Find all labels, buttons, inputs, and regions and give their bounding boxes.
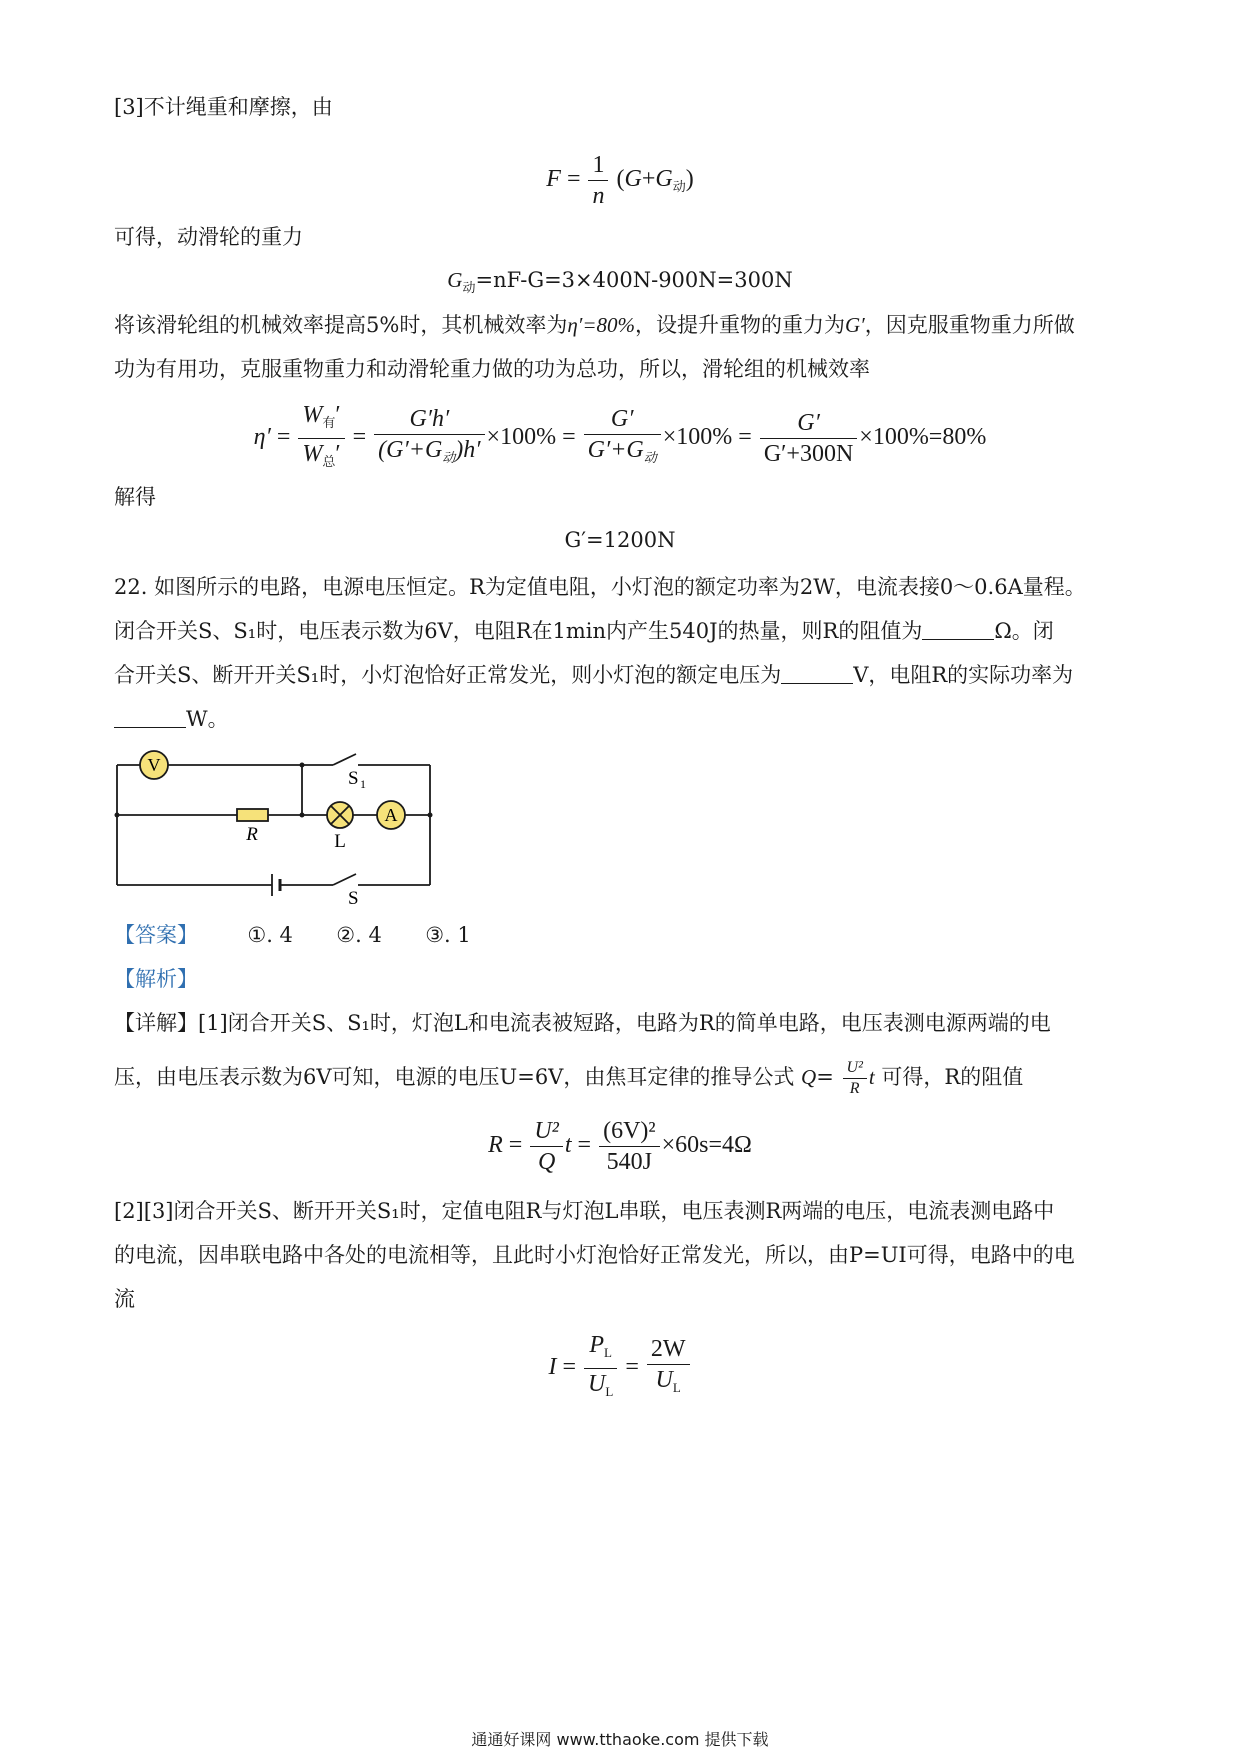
analysis-tag: 【解析】 — [114, 967, 198, 991]
detail-paragraph: [2][3]闭合开关S、断开开关S₁时，定值电阻R与灯泡L串联，电压表测R两端的电压，电流表测电路中 — [114, 1199, 1055, 1223]
formula-force: F = $\frac{1}{n}$ $(G+G_动)$ — [546, 152, 694, 209]
detail-paragraph: 的电流，因串联电路中各处的电流相等，且此时小灯泡恰好正常发光，所以，由P=UI可得，电路中的电 — [114, 1243, 1075, 1267]
paragraph: 将该滑轮组的机械效率提高5%时，其机械效率为η′=80%，设提升重物的重力为G′，因克服重物重力所做 — [114, 313, 1075, 337]
paragraph: 可得，动滑轮的重力 — [114, 225, 303, 249]
svg-text:1: 1 — [360, 777, 366, 791]
answer-item: ③. 1 — [425, 923, 471, 947]
question-22-line: 闭合开关S、S₁时，电压表示数为6V，电阻R在1min内产生540J的热量，则R的阻值为 Ω。闭 — [114, 619, 1054, 643]
formula-pulley-weight: $G_动=nF-G=3\times 400N-900N=300N$ — [447, 268, 793, 296]
question-22-line: W。 — [114, 704, 229, 734]
detail-paragraph: 流 — [114, 1287, 135, 1311]
circuit-diagram — [100, 750, 398, 920]
answer-blank — [114, 707, 186, 728]
paragraph: [3]不计绳重和摩擦，由 — [114, 95, 333, 119]
answer-blank — [922, 619, 994, 640]
paragraph: 功为有用功，克服重物重力和动滑轮重力做的功为总功，所以，滑轮组的机械效率 — [114, 357, 870, 381]
formula-resistance: R = $\frac{\text{U²}}{Q}$ t = $\frac{\text{(6V)²}}{540J}$ ×60s=4Ω — [488, 1118, 752, 1175]
svg-text:L: L — [334, 831, 346, 852]
resistor-symbol — [237, 809, 268, 821]
page-footer: 通通好课网 www.tthaoke.com 提供下载 — [471, 1730, 769, 1749]
answer-line — [114, 920, 471, 950]
answer-tag: 【答案】 — [114, 923, 198, 947]
answer-blank — [781, 663, 853, 684]
answer-item: ②. 4 — [336, 923, 382, 947]
question-22-line: 22. 如图所示的电路，电源电压恒定。R为定值电阻，小灯泡的额定功率为2W，电流表接0～0.6A量程。 — [114, 575, 1086, 599]
formula-efficiency: η′ = $\frac{W_有'}{W_总'}$ = $\frac{G'h'}{(G'+G_动)h'}$ ×100% = $\frac{G'}{G'+G_动}$ ×100% = $\frac{G'}{G'+300N}$ ×100%=80% — [253, 402, 987, 469]
answer-item: ①. 4 — [247, 923, 293, 947]
detail-paragraph: 压，由电压表示数为6V可知，电源的电压U=6V，由焦耳定律的推导公式 Q= $\frac{\text{U²}}{R}$ t 可得，R的阻值 — [114, 1059, 1024, 1097]
formula-current: I = $\frac{P_L}{U_L}$ = $\frac{2W}{U_L}$ — [0, 1330, 1240, 1407]
svg-text:R: R — [246, 824, 258, 845]
svg-text:S: S — [348, 768, 359, 789]
svg-text:S: S — [348, 888, 359, 909]
question-22-line: 合开关S、断开开关S₁时，小灯泡恰好正常发光，则小灯泡的额定电压为 V，电阻R的实际功率为 — [114, 663, 1074, 687]
detail-paragraph: 【详解】[1]闭合开关S、S₁时，灯泡L和电流表被短路，电路为R的简单电路，电压表测电源两端的电 — [114, 1011, 1051, 1035]
svg-text:A: A — [384, 805, 398, 825]
paragraph: 解得 — [114, 485, 156, 509]
formula-result: G′=1200N — [564, 528, 676, 552]
svg-text:V: V — [147, 755, 161, 775]
